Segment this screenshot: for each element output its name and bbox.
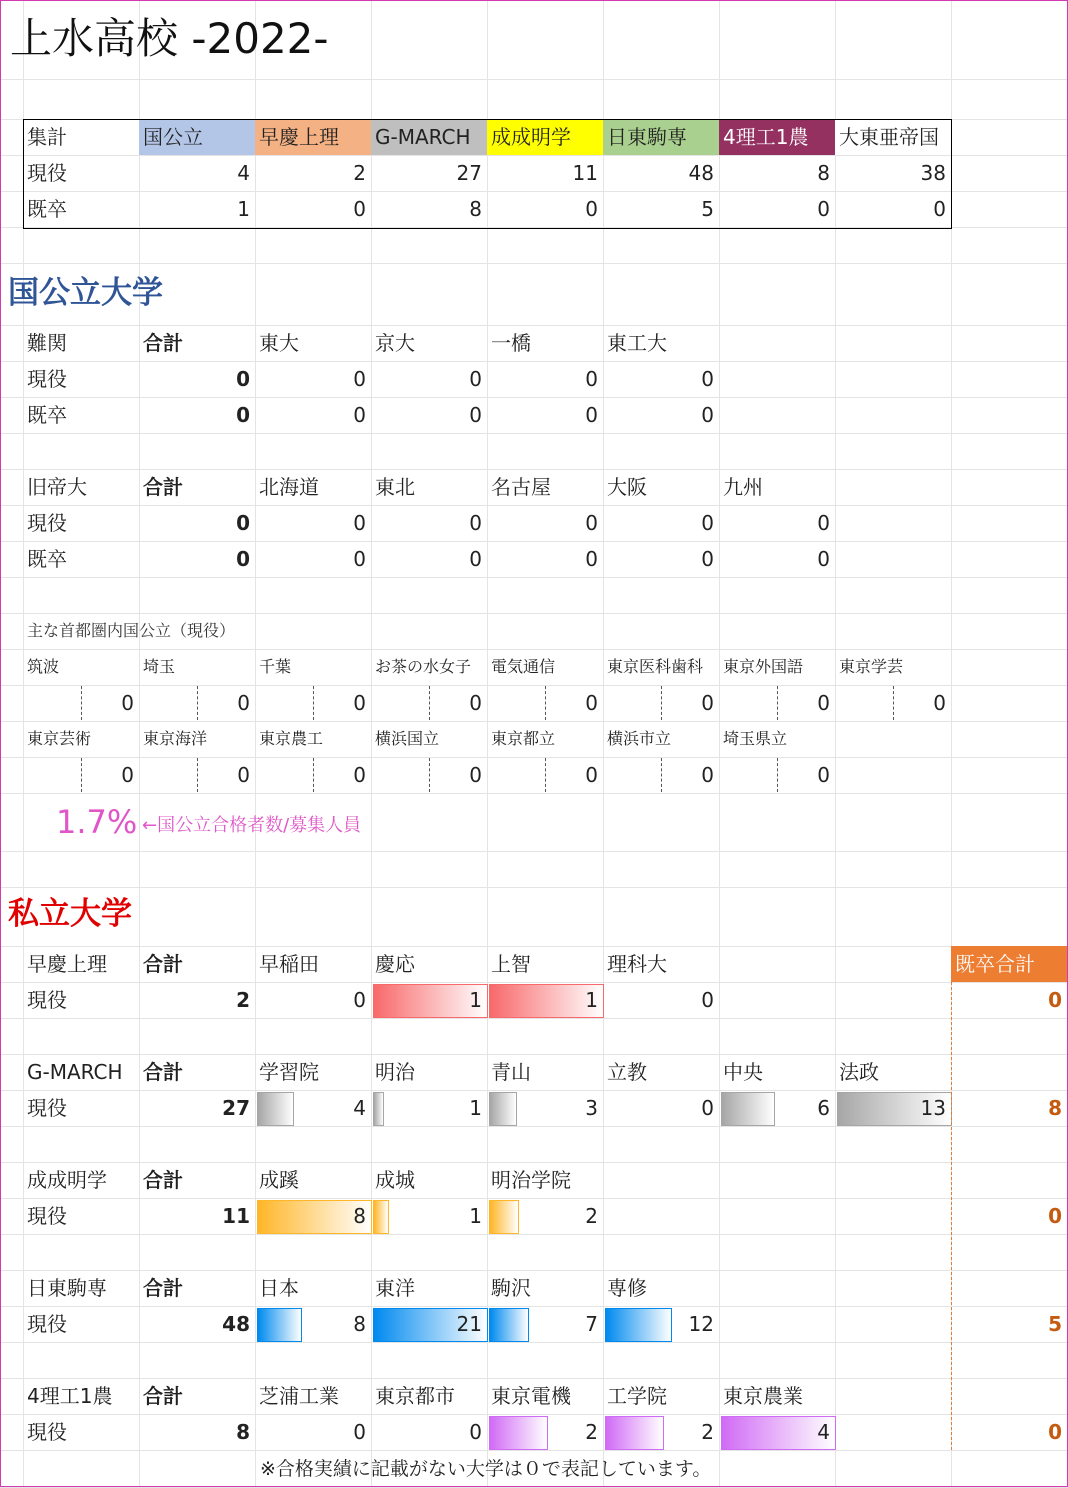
summary-header-cell: 大東亜帝国	[839, 125, 939, 149]
metro1-value: 0	[121, 691, 134, 715]
school-value: 2	[701, 1420, 714, 1444]
school-name: 駒沢	[491, 1276, 531, 1300]
school-name: 法政	[839, 1060, 879, 1084]
summary-row-label: 現役	[27, 161, 67, 185]
metro1-name: 東京医科歯科	[607, 657, 704, 676]
metro1-name: お茶の水女子	[375, 657, 472, 676]
metro2-value: 0	[353, 763, 366, 787]
summary-cell: 0	[933, 197, 946, 221]
school-name: 芝浦工業	[259, 1384, 339, 1408]
difficult-header-cell: 一橋	[491, 331, 531, 355]
difficult-cell: 0	[353, 403, 366, 427]
school-name: 青山	[491, 1060, 531, 1084]
imperial-total: 0	[236, 547, 250, 571]
school-value: 6	[817, 1096, 830, 1120]
imperial-header-cell: 東北	[375, 475, 415, 499]
school-name: 中央	[723, 1060, 763, 1084]
metro2-value: 0	[121, 763, 134, 787]
metro1-name: 電気通信	[491, 657, 556, 676]
imperial-header-cell: 北海道	[259, 475, 319, 499]
kisotsu-total: 0	[1048, 1420, 1062, 1444]
kisotsu-header: 既卒合計	[955, 952, 1035, 976]
metro1-value: 0	[237, 691, 250, 715]
imperial-cell: 0	[817, 511, 830, 535]
school-value: 3	[585, 1096, 598, 1120]
grid-row-line	[0, 1234, 1068, 1235]
summary-header-cell: 成成明学	[491, 125, 571, 149]
national-heading: 国公立大学	[8, 275, 163, 311]
grid-row-line	[0, 613, 1068, 614]
group-name: G-MARCH	[27, 1060, 123, 1084]
difficult-cell: 0	[701, 367, 714, 391]
metro2-value: 0	[701, 763, 714, 787]
group-row-label: 現役	[27, 988, 67, 1012]
national-ratio: 1.7%	[56, 803, 138, 841]
group-name: 早慶上理	[27, 952, 107, 976]
imperial-cell: 0	[817, 547, 830, 571]
school-value: 1	[585, 988, 598, 1012]
group-row-label: 現役	[27, 1096, 67, 1120]
school-name: 成城	[375, 1168, 415, 1192]
difficult-row-label: 現役	[27, 367, 67, 391]
metro2-value: 0	[237, 763, 250, 787]
grid-row-line	[0, 433, 1068, 434]
school-value: 0	[469, 1420, 482, 1444]
school-name: 東京農業	[723, 1384, 803, 1408]
group-total: 8	[236, 1420, 250, 1444]
imperial-cell: 0	[353, 511, 366, 535]
metro2-name: 横浜国立	[375, 729, 440, 748]
summary-row-label: 既卒	[27, 197, 67, 221]
summary-header-cell: 日東駒専	[607, 125, 687, 149]
summary-cell: 2	[353, 161, 366, 185]
school-name: 理科大	[607, 952, 667, 976]
metro2-name: 横浜市立	[607, 729, 672, 748]
metro1-name: 埼玉	[143, 657, 176, 676]
metro1-name: 東京外国語	[723, 657, 804, 676]
school-value: 0	[701, 988, 714, 1012]
metro2-value: 0	[585, 763, 598, 787]
metro2-value: 0	[469, 763, 482, 787]
private-heading: 私立大学	[8, 896, 132, 932]
kisotsu-total: 8	[1048, 1096, 1062, 1120]
imperial-header-cell: 名古屋	[491, 475, 551, 499]
school-name: 立教	[607, 1060, 647, 1084]
summary-cell: 27	[456, 161, 482, 185]
group-total-label: 合計	[143, 1060, 183, 1084]
summary-header-cell: 4理工1農	[723, 125, 809, 149]
school-name: 専修	[607, 1276, 647, 1300]
group-row-label: 現役	[27, 1204, 67, 1228]
group-row-label: 現役	[27, 1420, 67, 1444]
school-value: 0	[353, 988, 366, 1012]
summary-cell: 48	[688, 161, 714, 185]
summary-cell: 0	[353, 197, 366, 221]
school-value: 21	[456, 1312, 482, 1336]
school-value: 0	[353, 1420, 366, 1444]
school-name: 慶応	[375, 952, 415, 976]
summary-cell: 8	[469, 197, 482, 221]
kisotsu-total: 0	[1048, 1204, 1062, 1228]
metro2-name: 埼玉県立	[723, 729, 788, 748]
school-name: 工学院	[607, 1384, 667, 1408]
grid-row-line	[0, 263, 1068, 264]
group-total: 48	[222, 1312, 250, 1336]
group-total-label: 合計	[143, 1276, 183, 1300]
summary-header-cell: 集計	[27, 125, 67, 149]
imperial-cell: 0	[469, 547, 482, 571]
group-name: 4理工1農	[27, 1384, 113, 1408]
imperial-total: 0	[236, 511, 250, 535]
difficult-cell: 0	[353, 367, 366, 391]
difficult-cell: 0	[469, 367, 482, 391]
grid-row-line	[0, 79, 1068, 80]
imperial-cell: 0	[701, 547, 714, 571]
national-ratio-note: ←国公立合格者数/募集人員	[142, 815, 362, 836]
imperial-header-cell: 大阪	[607, 475, 647, 499]
imperial-cell: 0	[469, 511, 482, 535]
metro1-name: 千葉	[259, 657, 292, 676]
school-value: 1	[469, 1096, 482, 1120]
kisotsu-total: 0	[1048, 988, 1062, 1012]
group-total-label: 合計	[143, 952, 183, 976]
group-name: 成成明学	[27, 1168, 107, 1192]
summary-cell: 0	[585, 197, 598, 221]
summary-cell: 0	[817, 197, 830, 221]
summary-cell: 1	[237, 197, 250, 221]
metro2-name: 東京海洋	[143, 729, 208, 748]
kisotsu-total: 5	[1048, 1312, 1062, 1336]
school-value: 1	[469, 988, 482, 1012]
school-value: 4	[353, 1096, 366, 1120]
imperial-cell: 0	[585, 511, 598, 535]
school-name: 早稲田	[259, 952, 319, 976]
group-total-label: 合計	[143, 1384, 183, 1408]
group-total-label: 合計	[143, 1168, 183, 1192]
difficult-header-cell: 難関	[27, 331, 67, 355]
summary-cell: 8	[817, 161, 830, 185]
grid-row-line	[0, 227, 1068, 228]
imperial-header-cell: 九州	[723, 475, 763, 499]
imperial-row-label: 現役	[27, 511, 67, 535]
difficult-header-cell: 合計	[143, 331, 183, 355]
footnote: ※合格実績に記載がない大学は０で表記しています。	[260, 1458, 712, 1480]
school-name: 上智	[491, 952, 531, 976]
metro-title: 主な首都圏内国公立（現役）	[27, 621, 236, 640]
school-value: 1	[469, 1204, 482, 1228]
difficult-total: 0	[236, 403, 250, 427]
metro1-value: 0	[817, 691, 830, 715]
difficult-cell: 0	[701, 403, 714, 427]
metro1-value: 0	[933, 691, 946, 715]
school-value: 2	[585, 1420, 598, 1444]
grid-row-line	[0, 577, 1068, 578]
summary-header-cell: G-MARCH	[375, 125, 471, 149]
school-value: 12	[688, 1312, 714, 1336]
group-total: 2	[236, 988, 250, 1012]
metro1-name: 東京学芸	[839, 657, 904, 676]
school-value: 13	[920, 1096, 946, 1120]
school-name: 成蹊	[259, 1168, 299, 1192]
imperial-header-cell: 合計	[143, 475, 183, 499]
school-name: 日本	[259, 1276, 299, 1300]
difficult-total: 0	[236, 367, 250, 391]
page-title: 上水高校 -2022-	[10, 14, 329, 63]
grid-row-line	[0, 851, 1068, 852]
grid-row-line	[0, 1342, 1068, 1343]
difficult-row-label: 既卒	[27, 403, 67, 427]
group-total: 27	[222, 1096, 250, 1120]
difficult-header-cell: 東工大	[607, 331, 667, 355]
metro1-value: 0	[701, 691, 714, 715]
metro1-value: 0	[353, 691, 366, 715]
metro1-value: 0	[469, 691, 482, 715]
imperial-cell: 0	[585, 547, 598, 571]
difficult-cell: 0	[585, 367, 598, 391]
metro2-name: 東京都立	[491, 729, 556, 748]
summary-cell: 11	[572, 161, 598, 185]
school-value: 0	[701, 1096, 714, 1120]
imperial-row-label: 既卒	[27, 547, 67, 571]
metro1-value: 0	[585, 691, 598, 715]
imperial-cell: 0	[353, 547, 366, 571]
imperial-header-cell: 旧帝大	[27, 475, 87, 499]
school-name: 東洋	[375, 1276, 415, 1300]
group-total: 11	[222, 1204, 250, 1228]
school-value: 7	[585, 1312, 598, 1336]
difficult-cell: 0	[469, 403, 482, 427]
grid-row-line	[0, 1126, 1068, 1127]
school-name: 明治	[375, 1060, 415, 1084]
grid-row-line	[0, 887, 1068, 888]
difficult-cell: 0	[585, 403, 598, 427]
metro2-name: 東京芸術	[27, 729, 92, 748]
grid-row-line	[0, 1450, 1068, 1451]
school-value: 2	[585, 1204, 598, 1228]
difficult-header-cell: 京大	[375, 331, 415, 355]
school-value: 4	[817, 1420, 830, 1444]
school-name: 東京電機	[491, 1384, 571, 1408]
summary-cell: 38	[920, 161, 946, 185]
metro1-name: 筑波	[27, 657, 60, 676]
metro2-value: 0	[817, 763, 830, 787]
difficult-header-cell: 東大	[259, 331, 299, 355]
metro2-name: 東京農工	[259, 729, 324, 748]
group-name: 日東駒専	[27, 1276, 107, 1300]
summary-header-cell: 早慶上理	[259, 125, 339, 149]
grid-row-line	[0, 0, 1068, 1]
grid-row-line	[0, 1018, 1068, 1019]
school-value: 8	[353, 1204, 366, 1228]
group-row-label: 現役	[27, 1312, 67, 1336]
summary-cell: 4	[237, 161, 250, 185]
school-name: 明治学院	[491, 1168, 571, 1192]
summary-cell: 5	[701, 197, 714, 221]
school-name: 東京都市	[375, 1384, 455, 1408]
summary-header-cell: 国公立	[143, 125, 203, 149]
grid-row-line	[0, 793, 1068, 794]
imperial-cell: 0	[701, 511, 714, 535]
school-value: 8	[353, 1312, 366, 1336]
school-name: 学習院	[259, 1060, 319, 1084]
